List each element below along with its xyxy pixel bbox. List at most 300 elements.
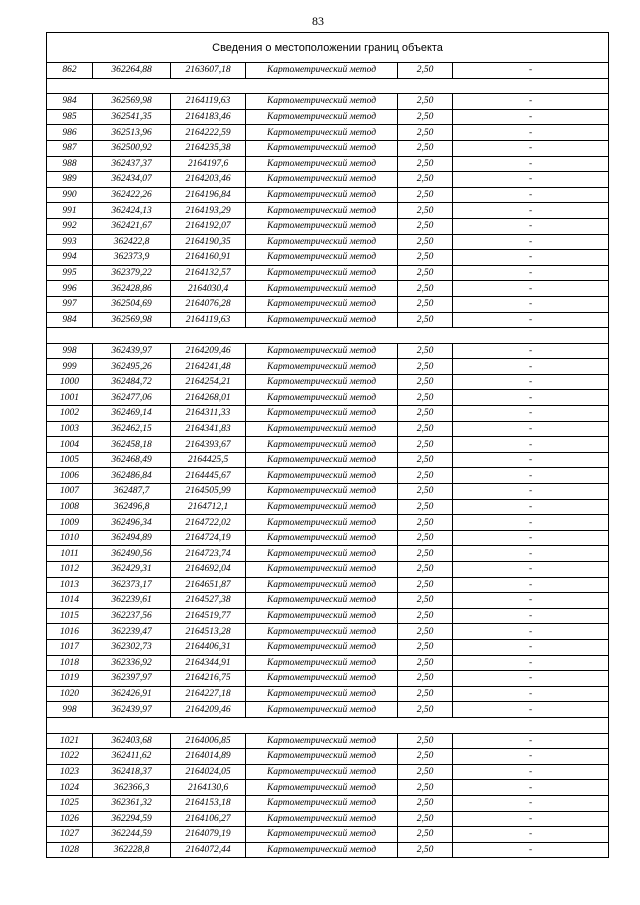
accuracy-cell: 2,50 <box>398 608 453 624</box>
point-number-cell: 1018 <box>47 655 93 671</box>
x-coordinate-cell: 362422,26 <box>93 187 171 203</box>
point-number-cell: 985 <box>47 109 93 125</box>
y-coordinate-cell: 2164160,91 <box>171 250 246 266</box>
accuracy-cell: 2,50 <box>398 702 453 718</box>
description-cell: - <box>453 390 609 406</box>
method-cell: Картометрический метод <box>246 655 398 671</box>
method-cell: Картометрический метод <box>246 593 398 609</box>
point-number-cell: 986 <box>47 125 93 141</box>
point-number-cell: 1011 <box>47 546 93 562</box>
table-row <box>47 686 609 702</box>
method-cell: Картометрический метод <box>246 359 398 375</box>
point-number-cell: 1014 <box>47 593 93 609</box>
y-coordinate-cell: 2164006,85 <box>171 733 246 749</box>
x-coordinate-cell: 362429,31 <box>93 562 171 578</box>
point-number-cell: 1002 <box>47 406 93 422</box>
method-cell: Картометрический метод <box>246 374 398 390</box>
description-cell: - <box>453 655 609 671</box>
table-row <box>47 140 609 156</box>
accuracy-cell: 2,50 <box>398 655 453 671</box>
description-cell: - <box>453 359 609 375</box>
description-cell: - <box>453 764 609 780</box>
x-coordinate-cell: 362424,13 <box>93 203 171 219</box>
y-coordinate-cell: 2164076,28 <box>171 296 246 312</box>
description-cell: - <box>453 187 609 203</box>
table-row <box>47 608 609 624</box>
method-cell: Картометрический метод <box>246 187 398 203</box>
point-number-cell: 1012 <box>47 562 93 578</box>
table-row <box>47 733 609 749</box>
y-coordinate-cell: 2164106,27 <box>171 811 246 827</box>
page-number: 83 <box>312 14 324 28</box>
point-number-cell: 1022 <box>47 749 93 765</box>
y-coordinate-cell: 2164197,6 <box>171 156 246 172</box>
accuracy-cell: 2,50 <box>398 390 453 406</box>
description-cell: - <box>453 671 609 687</box>
method-cell: Картометрический метод <box>246 749 398 765</box>
table-row <box>47 406 609 422</box>
x-coordinate-cell: 362504,69 <box>93 296 171 312</box>
y-coordinate-cell: 2164651,87 <box>171 577 246 593</box>
point-number-cell: 984 <box>47 312 93 328</box>
y-coordinate-cell: 2164190,35 <box>171 234 246 250</box>
method-cell: Картометрический метод <box>246 63 398 79</box>
method-cell: Картометрический метод <box>246 265 398 281</box>
description-cell: - <box>453 577 609 593</box>
table-row <box>47 374 609 390</box>
method-cell: Картометрический метод <box>246 764 398 780</box>
point-number-cell: 1001 <box>47 390 93 406</box>
table-row <box>47 827 609 843</box>
table-row <box>47 250 609 266</box>
x-coordinate-cell: 362397,97 <box>93 671 171 687</box>
point-number-cell: 992 <box>47 218 93 234</box>
y-coordinate-cell: 2164692,04 <box>171 562 246 578</box>
y-coordinate-cell: 2164209,46 <box>171 343 246 359</box>
x-coordinate-cell: 362541,35 <box>93 109 171 125</box>
y-coordinate-cell: 2164196,84 <box>171 187 246 203</box>
method-cell: Картометрический метод <box>246 546 398 562</box>
table-row <box>47 234 609 250</box>
accuracy-cell: 2,50 <box>398 312 453 328</box>
x-coordinate-cell: 362366,3 <box>93 780 171 796</box>
boundary-coordinates-table <box>46 32 609 858</box>
y-coordinate-cell: 2164130,6 <box>171 780 246 796</box>
table-row <box>47 546 609 562</box>
description-cell: - <box>453 780 609 796</box>
description-cell: - <box>453 515 609 531</box>
accuracy-cell: 2,50 <box>398 484 453 500</box>
table-row <box>47 312 609 328</box>
point-number-cell: 1020 <box>47 686 93 702</box>
y-coordinate-cell: 2164712,1 <box>171 499 246 515</box>
table-row <box>47 296 609 312</box>
description-cell: - <box>453 639 609 655</box>
accuracy-cell: 2,50 <box>398 515 453 531</box>
description-cell: - <box>453 125 609 141</box>
description-cell: - <box>453 468 609 484</box>
x-coordinate-cell: 362361,32 <box>93 795 171 811</box>
accuracy-cell: 2,50 <box>398 733 453 749</box>
table-row <box>47 749 609 765</box>
x-coordinate-cell: 362462,15 <box>93 421 171 437</box>
accuracy-cell: 2,50 <box>398 452 453 468</box>
point-number-cell: 1017 <box>47 639 93 655</box>
y-coordinate-cell: 2164079,19 <box>171 827 246 843</box>
point-number-cell: 1013 <box>47 577 93 593</box>
accuracy-cell: 2,50 <box>398 265 453 281</box>
method-cell: Картометрический метод <box>246 608 398 624</box>
table-row <box>47 671 609 687</box>
table-row <box>47 437 609 453</box>
accuracy-cell: 2,50 <box>398 296 453 312</box>
point-number-cell: 998 <box>47 343 93 359</box>
accuracy-cell: 2,50 <box>398 686 453 702</box>
accuracy-cell: 2,50 <box>398 811 453 827</box>
point-number-cell: 862 <box>47 63 93 79</box>
accuracy-cell: 2,50 <box>398 374 453 390</box>
x-coordinate-cell: 362487,7 <box>93 484 171 500</box>
table-row-spacer <box>47 328 609 344</box>
accuracy-cell: 2,50 <box>398 140 453 156</box>
point-number-cell: 996 <box>47 281 93 297</box>
method-cell: Картометрический метод <box>246 499 398 515</box>
x-coordinate-cell: 362418,37 <box>93 764 171 780</box>
x-coordinate-cell: 362421,67 <box>93 218 171 234</box>
description-cell: - <box>453 63 609 79</box>
y-coordinate-cell: 2164513,28 <box>171 624 246 640</box>
y-coordinate-cell: 2164445,67 <box>171 468 246 484</box>
x-coordinate-cell: 362469,14 <box>93 406 171 422</box>
method-cell: Картометрический метод <box>246 624 398 640</box>
description-cell: - <box>453 562 609 578</box>
x-coordinate-cell: 362569,98 <box>93 312 171 328</box>
method-cell: Картометрический метод <box>246 406 398 422</box>
table-row <box>47 577 609 593</box>
y-coordinate-cell: 2164192,07 <box>171 218 246 234</box>
y-coordinate-cell: 2164425,5 <box>171 452 246 468</box>
point-number-cell: 1021 <box>47 733 93 749</box>
y-coordinate-cell: 2164341,83 <box>171 421 246 437</box>
accuracy-cell: 2,50 <box>398 187 453 203</box>
description-cell: - <box>453 265 609 281</box>
method-cell: Картометрический метод <box>246 437 398 453</box>
point-number-cell: 1026 <box>47 811 93 827</box>
table-title: Сведения о местоположении границ объекта <box>47 33 609 63</box>
point-number-cell: 1010 <box>47 530 93 546</box>
accuracy-cell: 2,50 <box>398 562 453 578</box>
x-coordinate-cell: 362228,8 <box>93 842 171 858</box>
y-coordinate-cell: 2164024,05 <box>171 764 246 780</box>
description-cell: - <box>453 484 609 500</box>
description-cell: - <box>453 374 609 390</box>
method-cell: Картометрический метод <box>246 156 398 172</box>
method-cell: Картометрический метод <box>246 562 398 578</box>
x-coordinate-cell: 362484,72 <box>93 374 171 390</box>
x-coordinate-cell: 362458,18 <box>93 437 171 453</box>
description-cell: - <box>453 827 609 843</box>
table-row <box>47 390 609 406</box>
method-cell: Картометрический метод <box>246 109 398 125</box>
method-cell: Картометрический метод <box>246 702 398 718</box>
y-coordinate-cell: 2164722,02 <box>171 515 246 531</box>
description-cell: - <box>453 281 609 297</box>
accuracy-cell: 2,50 <box>398 172 453 188</box>
x-coordinate-cell: 362403,68 <box>93 733 171 749</box>
x-coordinate-cell: 362437,37 <box>93 156 171 172</box>
method-cell: Картометрический метод <box>246 343 398 359</box>
table-row <box>47 655 609 671</box>
method-cell: Картометрический метод <box>246 140 398 156</box>
table-header-row <box>47 33 609 63</box>
y-coordinate-cell: 2164254,21 <box>171 374 246 390</box>
table-row <box>47 94 609 110</box>
x-coordinate-cell: 362490,56 <box>93 546 171 562</box>
table-row <box>47 593 609 609</box>
table-row <box>47 764 609 780</box>
y-coordinate-cell: 2164227,18 <box>171 686 246 702</box>
point-number-cell: 1019 <box>47 671 93 687</box>
spacer-cell <box>47 78 609 94</box>
description-cell: - <box>453 795 609 811</box>
y-coordinate-cell: 2164311,33 <box>171 406 246 422</box>
accuracy-cell: 2,50 <box>398 764 453 780</box>
y-coordinate-cell: 2164393,67 <box>171 437 246 453</box>
description-cell: - <box>453 749 609 765</box>
description-cell: - <box>453 156 609 172</box>
table-row <box>47 780 609 796</box>
x-coordinate-cell: 362494,89 <box>93 530 171 546</box>
table-row <box>47 468 609 484</box>
accuracy-cell: 2,50 <box>398 842 453 858</box>
point-number-cell: 993 <box>47 234 93 250</box>
y-coordinate-cell: 2164222,59 <box>171 125 246 141</box>
table-row <box>47 530 609 546</box>
description-cell: - <box>453 530 609 546</box>
point-number-cell: 999 <box>47 359 93 375</box>
y-coordinate-cell: 2164119,63 <box>171 94 246 110</box>
accuracy-cell: 2,50 <box>398 234 453 250</box>
point-number-cell: 1028 <box>47 842 93 858</box>
accuracy-cell: 2,50 <box>398 624 453 640</box>
accuracy-cell: 2,50 <box>398 780 453 796</box>
description-cell: - <box>453 811 609 827</box>
table-row-spacer <box>47 78 609 94</box>
accuracy-cell: 2,50 <box>398 671 453 687</box>
method-cell: Картометрический метод <box>246 452 398 468</box>
x-coordinate-cell: 362496,34 <box>93 515 171 531</box>
spacer-cell <box>47 328 609 344</box>
accuracy-cell: 2,50 <box>398 530 453 546</box>
x-coordinate-cell: 362439,97 <box>93 343 171 359</box>
description-cell: - <box>453 218 609 234</box>
method-cell: Картометрический метод <box>246 234 398 250</box>
point-number-cell: 1007 <box>47 484 93 500</box>
point-number-cell: 1025 <box>47 795 93 811</box>
method-cell: Картометрический метод <box>246 203 398 219</box>
method-cell: Картометрический метод <box>246 842 398 858</box>
accuracy-cell: 2,50 <box>398 827 453 843</box>
x-coordinate-cell: 362434,07 <box>93 172 171 188</box>
y-coordinate-cell: 2164216,75 <box>171 671 246 687</box>
method-cell: Картометрический метод <box>246 172 398 188</box>
description-cell: - <box>453 421 609 437</box>
accuracy-cell: 2,50 <box>398 156 453 172</box>
point-number-cell: 1009 <box>47 515 93 531</box>
method-cell: Картометрический метод <box>246 795 398 811</box>
x-coordinate-cell: 362428,86 <box>93 281 171 297</box>
x-coordinate-cell: 362569,98 <box>93 94 171 110</box>
table-row <box>47 203 609 219</box>
method-cell: Картометрический метод <box>246 733 398 749</box>
x-coordinate-cell: 362239,61 <box>93 593 171 609</box>
x-coordinate-cell: 362496,8 <box>93 499 171 515</box>
y-coordinate-cell: 2164209,46 <box>171 702 246 718</box>
x-coordinate-cell: 362373,9 <box>93 250 171 266</box>
description-cell: - <box>453 608 609 624</box>
y-coordinate-cell: 2164119,63 <box>171 312 246 328</box>
table-row <box>47 281 609 297</box>
method-cell: Картометрический метод <box>246 390 398 406</box>
table-row <box>47 795 609 811</box>
method-cell: Картометрический метод <box>246 577 398 593</box>
description-cell: - <box>453 437 609 453</box>
table-row <box>47 109 609 125</box>
point-number-cell: 1027 <box>47 827 93 843</box>
x-coordinate-cell: 362411,62 <box>93 749 171 765</box>
description-cell: - <box>453 686 609 702</box>
description-cell: - <box>453 172 609 188</box>
description-cell: - <box>453 406 609 422</box>
table-row <box>47 515 609 531</box>
table-row-spacer <box>47 717 609 733</box>
y-coordinate-cell: 2164723,74 <box>171 546 246 562</box>
method-cell: Картометрический метод <box>246 218 398 234</box>
y-coordinate-cell: 2164505,99 <box>171 484 246 500</box>
method-cell: Картометрический метод <box>246 421 398 437</box>
y-coordinate-cell: 2164153,18 <box>171 795 246 811</box>
accuracy-cell: 2,50 <box>398 499 453 515</box>
point-number-cell: 1024 <box>47 780 93 796</box>
x-coordinate-cell: 362468,49 <box>93 452 171 468</box>
x-coordinate-cell: 362422,8 <box>93 234 171 250</box>
point-number-cell: 994 <box>47 250 93 266</box>
point-number-cell: 984 <box>47 94 93 110</box>
method-cell: Картометрический метод <box>246 250 398 266</box>
description-cell: - <box>453 546 609 562</box>
description-cell: - <box>453 234 609 250</box>
table-row <box>47 265 609 281</box>
x-coordinate-cell: 362244,59 <box>93 827 171 843</box>
accuracy-cell: 2,50 <box>398 406 453 422</box>
accuracy-cell: 2,50 <box>398 281 453 297</box>
y-coordinate-cell: 2164193,29 <box>171 203 246 219</box>
point-number-cell: 1015 <box>47 608 93 624</box>
y-coordinate-cell: 2164519,77 <box>171 608 246 624</box>
accuracy-cell: 2,50 <box>398 125 453 141</box>
accuracy-cell: 2,50 <box>398 795 453 811</box>
x-coordinate-cell: 362500,92 <box>93 140 171 156</box>
method-cell: Картометрический метод <box>246 312 398 328</box>
table-row <box>47 125 609 141</box>
description-cell: - <box>453 593 609 609</box>
point-number-cell: 1008 <box>47 499 93 515</box>
point-number-cell: 990 <box>47 187 93 203</box>
method-cell: Картометрический метод <box>246 639 398 655</box>
description-cell: - <box>453 94 609 110</box>
point-number-cell: 995 <box>47 265 93 281</box>
x-coordinate-cell: 362237,56 <box>93 608 171 624</box>
y-coordinate-cell: 2164241,48 <box>171 359 246 375</box>
x-coordinate-cell: 362294,59 <box>93 811 171 827</box>
method-cell: Картометрический метод <box>246 827 398 843</box>
table-row <box>47 187 609 203</box>
table-row <box>47 452 609 468</box>
table-row <box>47 421 609 437</box>
y-coordinate-cell: 2164235,38 <box>171 140 246 156</box>
y-coordinate-cell: 2164344,91 <box>171 655 246 671</box>
y-coordinate-cell: 2163607,18 <box>171 63 246 79</box>
method-cell: Картометрический метод <box>246 296 398 312</box>
x-coordinate-cell: 362486,84 <box>93 468 171 484</box>
table-row <box>47 63 609 79</box>
description-cell: - <box>453 624 609 640</box>
x-coordinate-cell: 362379,22 <box>93 265 171 281</box>
accuracy-cell: 2,50 <box>398 218 453 234</box>
spacer-cell <box>47 717 609 733</box>
table-row <box>47 811 609 827</box>
y-coordinate-cell: 2164724,19 <box>171 530 246 546</box>
accuracy-cell: 2,50 <box>398 63 453 79</box>
description-cell: - <box>453 343 609 359</box>
y-coordinate-cell: 2164203,46 <box>171 172 246 188</box>
x-coordinate-cell: 362495,26 <box>93 359 171 375</box>
table-body <box>47 63 609 858</box>
accuracy-cell: 2,50 <box>398 343 453 359</box>
accuracy-cell: 2,50 <box>398 593 453 609</box>
point-number-cell: 1006 <box>47 468 93 484</box>
x-coordinate-cell: 362513,96 <box>93 125 171 141</box>
accuracy-cell: 2,50 <box>398 577 453 593</box>
y-coordinate-cell: 2164406,31 <box>171 639 246 655</box>
accuracy-cell: 2,50 <box>398 109 453 125</box>
accuracy-cell: 2,50 <box>398 468 453 484</box>
description-cell: - <box>453 733 609 749</box>
table-row <box>47 842 609 858</box>
y-coordinate-cell: 2164030,4 <box>171 281 246 297</box>
description-cell: - <box>453 203 609 219</box>
accuracy-cell: 2,50 <box>398 437 453 453</box>
description-cell: - <box>453 109 609 125</box>
accuracy-cell: 2,50 <box>398 203 453 219</box>
table-row <box>47 343 609 359</box>
point-number-cell: 997 <box>47 296 93 312</box>
x-coordinate-cell: 362264,88 <box>93 63 171 79</box>
table-row <box>47 156 609 172</box>
accuracy-cell: 2,50 <box>398 749 453 765</box>
table-row <box>47 484 609 500</box>
description-cell: - <box>453 140 609 156</box>
table-row <box>47 562 609 578</box>
y-coordinate-cell: 2164072,44 <box>171 842 246 858</box>
method-cell: Картометрический метод <box>246 686 398 702</box>
method-cell: Картометрический метод <box>246 484 398 500</box>
description-cell: - <box>453 452 609 468</box>
method-cell: Картометрический метод <box>246 468 398 484</box>
point-number-cell: 1000 <box>47 374 93 390</box>
description-cell: - <box>453 312 609 328</box>
point-number-cell: 998 <box>47 702 93 718</box>
